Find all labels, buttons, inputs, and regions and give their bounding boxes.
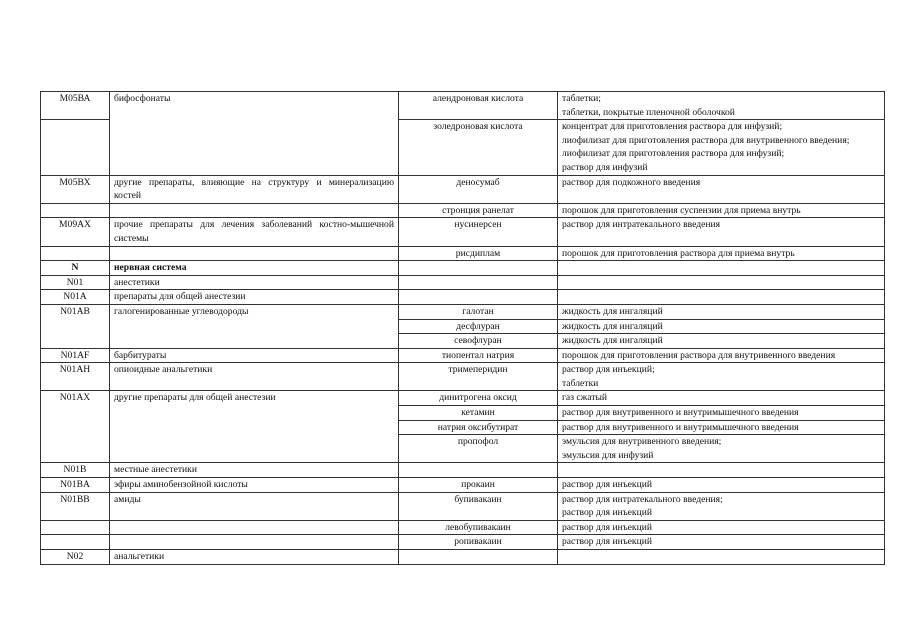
table-row <box>41 304 885 319</box>
dosage-form-cell <box>558 550 885 565</box>
dosage-form-cell <box>558 275 885 290</box>
table-row <box>41 218 885 246</box>
dosage-form-cell: порошок для приготовления суспензии для приема внутрь <box>558 203 885 218</box>
drug-name-cell: золедроновая кислота <box>399 120 558 175</box>
table-row <box>41 290 885 305</box>
table-row <box>41 246 885 261</box>
drug-name-cell <box>399 550 558 565</box>
drug-name-cell: натрия оксибутират <box>399 420 558 435</box>
drug-name-cell: ропивакаин <box>399 535 558 550</box>
drug-name-cell: десфлуран <box>399 319 558 334</box>
table-row <box>41 492 885 520</box>
drug-name-cell <box>399 290 558 305</box>
drug-name-cell <box>399 275 558 290</box>
drug-name-cell: алендроновая кислота <box>399 92 558 120</box>
drug-name-cell: тиопентал натрия <box>399 348 558 363</box>
drug-list-table <box>40 91 885 565</box>
drug-name-cell: севофлуран <box>399 334 558 349</box>
table-row <box>41 550 885 565</box>
dosage-form-cell: раствор для инъекций <box>558 520 885 535</box>
atc-group-cell: другие препараты, влияющие на структуру и минерализацию костей <box>110 175 399 203</box>
atc-group-cell: нервная система <box>110 261 399 276</box>
atc-code-cell: М09АХ <box>41 218 110 246</box>
dosage-form-cell: эмульсия для внутривенного введения; эмульсия для инфузий <box>558 435 885 463</box>
atc-code-cell: N01 <box>41 275 110 290</box>
drug-name-cell: динитрогена оксид <box>399 391 558 406</box>
atc-code-cell: N <box>41 261 110 276</box>
drug-name-cell <box>399 463 558 478</box>
dosage-form-cell: таблетки; таблетки, покрытые пленочной оболочкой <box>558 92 885 120</box>
dosage-form-cell: раствор для интратекального введения; раствор для инъекций <box>558 492 885 520</box>
table-row <box>41 203 885 218</box>
atc-code-cell <box>41 246 110 261</box>
atc-group-cell: галогенированные углеводороды <box>110 304 399 348</box>
atc-code-cell: N01BB <box>41 492 110 520</box>
atc-group-cell: прочие препараты для лечения заболеваний костно-мышечной системы <box>110 218 399 246</box>
table-row <box>41 92 885 120</box>
atc-code-cell: N01AF <box>41 348 110 363</box>
table-row <box>41 363 885 391</box>
drug-name-cell: кетамин <box>399 406 558 421</box>
drug-name-cell: галотан <box>399 304 558 319</box>
table-row <box>41 535 885 550</box>
dosage-form-cell <box>558 261 885 276</box>
atc-code-cell <box>41 203 110 218</box>
table-row <box>41 463 885 478</box>
atc-group-cell: местные анестетики <box>110 463 399 478</box>
table-row <box>41 261 885 276</box>
atc-group-cell: опиоидные анальгетики <box>110 363 399 391</box>
atc-group-cell <box>110 246 399 261</box>
drug-name-cell: пропофол <box>399 435 558 463</box>
dosage-form-cell: раствор для инъекций <box>558 535 885 550</box>
atc-code-cell: N01B <box>41 463 110 478</box>
table-row <box>41 478 885 493</box>
dosage-form-cell: раствор для внутривенного и внутримышечного введения <box>558 420 885 435</box>
atc-code-cell: М05ВА <box>41 92 110 120</box>
dosage-form-cell: жидкость для ингаляций <box>558 334 885 349</box>
atc-code-cell: N01BA <box>41 478 110 493</box>
atc-group-cell: анестетики <box>110 275 399 290</box>
drug-name-cell: деносумаб <box>399 175 558 203</box>
atc-code-cell: N01A <box>41 290 110 305</box>
drug-name-cell: тримеперидин <box>399 363 558 391</box>
atc-code-cell: М05ВХ <box>41 175 110 203</box>
drug-name-cell: стронция ранелат <box>399 203 558 218</box>
atc-group-cell: амиды <box>110 492 399 520</box>
atc-code-cell: N01AX <box>41 391 110 463</box>
dosage-form-cell: жидкость для ингаляций <box>558 304 885 319</box>
atc-code-cell: N01AH <box>41 363 110 391</box>
drug-name-cell: рисдиплам <box>399 246 558 261</box>
atc-group-cell <box>110 203 399 218</box>
atc-code-cell <box>41 520 110 535</box>
drug-name-cell: прокаин <box>399 478 558 493</box>
dosage-form-cell: раствор для инъекций; таблетки <box>558 363 885 391</box>
atc-group-cell <box>110 520 399 535</box>
atc-code-cell <box>41 120 110 175</box>
atc-code-cell: N01AB <box>41 304 110 348</box>
table-row <box>41 348 885 363</box>
atc-code-cell: N02 <box>41 550 110 565</box>
atc-group-cell: барбитураты <box>110 348 399 363</box>
atc-group-cell: анальгетики <box>110 550 399 565</box>
drug-name-cell: бупивакаин <box>399 492 558 520</box>
dosage-form-cell: порошок для приготовления раствора для приема внутрь <box>558 246 885 261</box>
dosage-form-cell <box>558 463 885 478</box>
dosage-form-cell: порошок для приготовления раствора для внутривенного введения <box>558 348 885 363</box>
dosage-form-cell: раствор для внутривенного и внутримышечного введения <box>558 406 885 421</box>
dosage-form-cell: раствор для подкожного введения <box>558 175 885 203</box>
dosage-form-cell <box>558 290 885 305</box>
atc-group-cell: другие препараты для общей анестезии <box>110 391 399 463</box>
atc-group-cell <box>110 535 399 550</box>
table-row <box>41 175 885 203</box>
table-row <box>41 275 885 290</box>
dosage-form-cell: жидкость для ингаляций <box>558 319 885 334</box>
dosage-form-cell: раствор для интратекального введения <box>558 218 885 246</box>
atc-group-cell: бифосфонаты <box>110 92 399 176</box>
dosage-form-cell: раствор для инъекций <box>558 478 885 493</box>
atc-group-cell: препараты для общей анестезии <box>110 290 399 305</box>
drug-name-cell <box>399 261 558 276</box>
drug-name-cell: нусинерсен <box>399 218 558 246</box>
dosage-form-cell: концентрат для приготовления раствора для инфузий; лиофилизат для приготовления раствора для внутривенного введения; лиофилизат для приготовления раствора для инфузий; раствор для инфузий <box>558 120 885 175</box>
dosage-form-cell: газ сжатый <box>558 391 885 406</box>
atc-code-cell <box>41 535 110 550</box>
drug-name-cell: левобупивакаин <box>399 520 558 535</box>
table-row <box>41 520 885 535</box>
table-row <box>41 391 885 406</box>
atc-group-cell: эфиры аминобензойной кислоты <box>110 478 399 493</box>
